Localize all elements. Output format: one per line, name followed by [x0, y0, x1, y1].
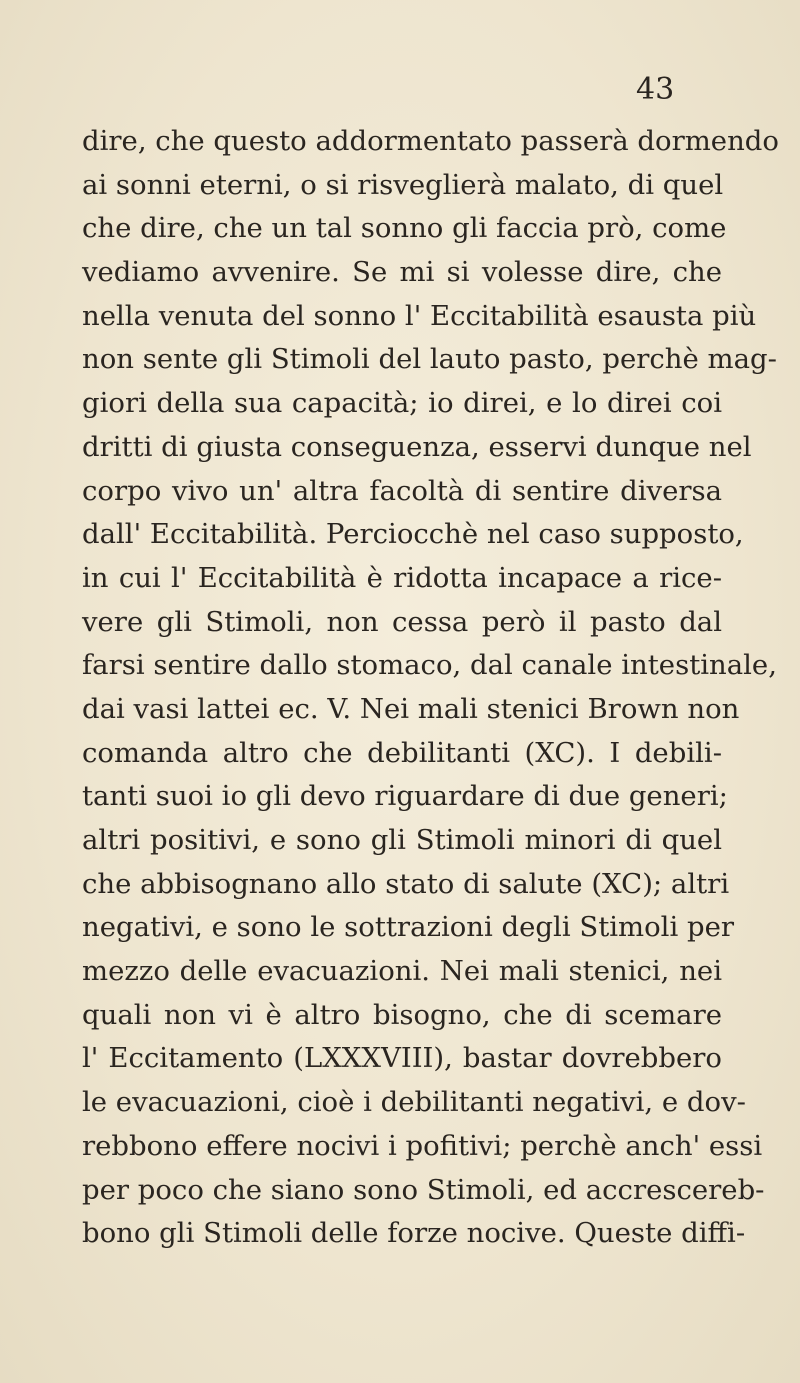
- text-line: nella venuta del sonno l' Eccitabilità esausta più: [82, 299, 757, 332]
- text-line: comanda altro che debilitanti (XC). I debili-: [82, 736, 722, 769]
- text-line: negativi, e sono le sottrazioni degli Stimoli per: [82, 911, 735, 944]
- text-line: che dire, che un tal sonno gli faccia prò, come: [82, 212, 727, 245]
- text-line: quali non vi è altro bisogno, che di scemare: [82, 998, 722, 1031]
- page-number: 43: [636, 72, 675, 107]
- text-line: dai vasi lattei ec. V. Nei mali stenici Brown non: [82, 692, 740, 725]
- text-line: mezzo delle evacuazioni. Nei mali stenici, nei: [82, 955, 722, 988]
- body-text: [82, 120, 779, 1256]
- text-line: altri positivi, e sono gli Stimoli minori di quel: [82, 824, 722, 856]
- text-line: corpo vivo un' altra facoltà di sentire diversa: [82, 474, 722, 507]
- text-line: non sente gli Stimoli del lauto pasto, perchè mag-: [82, 343, 777, 376]
- text-line: le evacuazioni, cioè i debilitanti negativi, e dov-: [82, 1086, 746, 1119]
- text-line: giori della sua capacità; io direi, e lo direi coi: [82, 387, 722, 420]
- text-line: vediamo avvenire. Se mi si volesse dire, che: [82, 256, 722, 289]
- text-line: ai sonni eterni, o si risveglierà malato, di quel: [82, 168, 724, 201]
- text-line: l' Eccitamento (LXXXVIII), bastar dovrebbero: [82, 1042, 722, 1075]
- text-line: rebbono effere nocivi i pofitivi; perchè anch' essi: [82, 1129, 763, 1162]
- text-line: dall' Eccitabilità. Perciocchè nel caso supposto,: [82, 518, 744, 551]
- text-line: dritti di giusta conseguenza, esservi dunque nel: [82, 430, 752, 463]
- text-line: in cui l' Eccitabilità è ridotta incapace a rice-: [82, 561, 722, 594]
- text-line: tanti suoi io gli devo riguardare di due generi;: [82, 780, 728, 813]
- text-line: che abbisognano allo stato di salute (XC); altri: [82, 867, 730, 900]
- text-line: bono gli Stimoli delle forze nocive. Queste diffi-: [82, 1217, 746, 1250]
- text-line: per poco che siano sono Stimoli, ed accrescereb-: [82, 1173, 765, 1206]
- text-line: dire, che questo addormentato passerà dormendo: [82, 125, 779, 157]
- text-line: vere gli Stimoli, non cessa però il pasto dal: [82, 605, 722, 638]
- text-line: farsi sentire dallo stomaco, dal canale intestinale,: [82, 649, 777, 682]
